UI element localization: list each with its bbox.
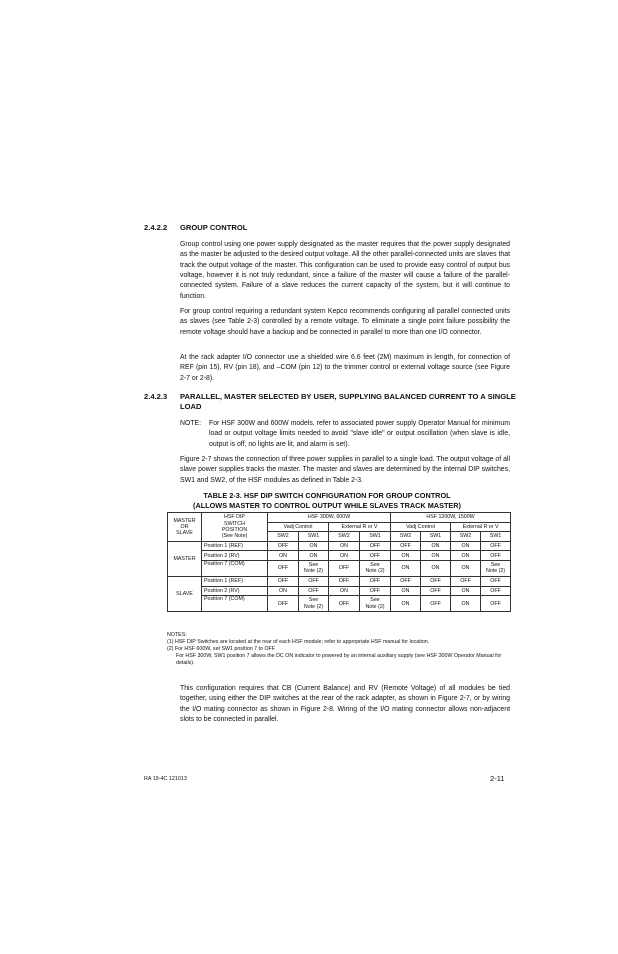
- header-group-1200-1500: HSF 1200W, 1500W: [391, 513, 511, 523]
- header-group-300-600: HSF 300W, 600W: [268, 513, 391, 523]
- table-header-row: [168, 513, 511, 523]
- table-cell: ON: [391, 586, 421, 596]
- table-cell: ON: [329, 541, 360, 551]
- position-cell: Position 2 (RV): [202, 586, 268, 596]
- table-cell: ON: [329, 586, 360, 596]
- section-title: GROUP CONTROL: [180, 223, 248, 232]
- table-cell: OFF: [421, 576, 451, 586]
- note-text: For HSF 300W and 600W models, refer to associated power supply Operator Manual for minimum load or output voltage limits needed to avoid "slave idle" or output oscillation (when slave is idle, output is off, no lights are lit, and alarm is set).: [209, 420, 510, 448]
- table-cell: OFF: [268, 596, 299, 612]
- table-cell: ON: [268, 586, 299, 596]
- table-cell: OFF: [421, 596, 451, 612]
- position-cell: Position 7 (COM): [202, 596, 268, 612]
- header-vadj-control: Vadj Control: [391, 522, 451, 532]
- header-sw: SW1: [299, 532, 329, 542]
- table-cell: OFF: [329, 596, 360, 612]
- role-cell-master: MASTER: [168, 541, 202, 576]
- page-number: 2-11: [490, 774, 505, 783]
- table-cell: ON: [451, 551, 481, 561]
- table-cell: OFF: [329, 560, 360, 576]
- table-cell-see-note: See Note (2): [360, 560, 391, 576]
- table-cell: OFF: [451, 576, 481, 586]
- table-cell-see-note: See Note (2): [360, 596, 391, 612]
- header-sw: SW2: [329, 532, 360, 542]
- table-cell: OFF: [299, 586, 329, 596]
- document-id: RA 19-4C 121013: [144, 776, 187, 782]
- table-row: [168, 551, 511, 561]
- table-title-line: TABLE 2-3. HSF DIP SWITCH CONFIGURATION FOR GROUP CONTROL: [203, 491, 451, 500]
- position-cell: Position 1 (REF): [202, 576, 268, 586]
- table-cell: OFF: [481, 586, 511, 596]
- dip-switch-table: [167, 512, 511, 612]
- table-cell: ON: [421, 560, 451, 576]
- table-row: [168, 576, 511, 586]
- table-cell-see-note: See Note (2): [299, 560, 329, 576]
- note-2-detail: For HSF 300W, SW1 position 7 allows the DC ON indicator to powered by an internal auxiliary supply (see HSF 300W Operator Manual for details).: [176, 653, 502, 666]
- table-cell: OFF: [360, 541, 391, 551]
- table-cell: OFF: [268, 560, 299, 576]
- table-cell-see-note: See Note (2): [299, 596, 329, 612]
- table-row: [168, 596, 511, 612]
- table-cell: ON: [451, 586, 481, 596]
- table-title: [144, 491, 510, 511]
- role-cell-slave: SLAVE: [168, 576, 202, 611]
- table-cell: ON: [421, 541, 451, 551]
- table-cell: ON: [451, 541, 481, 551]
- table-cell: OFF: [481, 551, 511, 561]
- header-sw: SW1: [481, 532, 511, 542]
- section-number: 2.4.2.3: [144, 392, 168, 401]
- header-external-r-or-v: External R or V: [451, 522, 511, 532]
- table-cell: OFF: [360, 586, 391, 596]
- note-label: NOTE:: [180, 420, 202, 427]
- paragraph: For group control requiring a redundant system Kepco recommends configuring all parallel connected units as slaves (see Table 2-3) controlled by a remote voltage. To eliminate a single point failure possibility the remote voltage should have a backup and be connected in parallel to more than one I/O connector.: [180, 308, 510, 336]
- table-cell: ON: [299, 541, 329, 551]
- table-row: [168, 560, 511, 576]
- section-number: 2.4.2.2: [144, 223, 168, 232]
- header-dip-switch-position: HSF DIP SWITCH POSITION (See Note): [202, 513, 268, 542]
- table-cell: OFF: [391, 541, 421, 551]
- note-2: (2) For HSF 600W, set SW1 position 7 to OFF: [167, 646, 276, 652]
- paragraph: Figure 2-7 shows the connection of three power supplies in parallel to a single load. The output voltage of all slave power supplies tracks the master. The master and slaves are determined by the internal DIP switches, SW1 and SW2, of the HSF modules as defined in Table 2-3.: [180, 456, 510, 484]
- position-cell: Position 7 (COM): [202, 560, 268, 576]
- header-sw: SW2: [391, 532, 421, 542]
- table-cell: ON: [299, 551, 329, 561]
- table-cell: ON: [391, 596, 421, 612]
- table-cell: OFF: [299, 576, 329, 586]
- table-cell: ON: [268, 551, 299, 561]
- position-cell: Position 2 (RV): [202, 551, 268, 561]
- header-vadj-control: Vadj Control: [268, 522, 329, 532]
- table-cell: OFF: [481, 541, 511, 551]
- paragraph: Group control using one power supply designated as the master requires that the power supply designated as the master be adjusted to the desired output voltage. All the other parallel-connected units are slaves that track the output voltage of the master. This configuration can be used to provide easy control of output bus voltage, however it is not truly redundant, since a failure of the master will cause a failure of the parallel-connected system. Failure of a slave reduces the current capacity of the system, but it will continue to function.: [180, 241, 510, 300]
- table-cell-see-note: See Note (2): [481, 560, 511, 576]
- table-cell: OFF: [481, 576, 511, 586]
- table-cell: ON: [391, 560, 421, 576]
- table-cell: OFF: [329, 576, 360, 586]
- table-cell: ON: [421, 551, 451, 561]
- table-cell: ON: [451, 560, 481, 576]
- table-cell: OFF: [268, 541, 299, 551]
- table-title-line: (ALLOWS MASTER TO CONTROL OUTPUT WHILE SLAVES TRACK MASTER): [193, 501, 461, 510]
- table-row: [168, 586, 511, 596]
- table-row: [168, 541, 511, 551]
- table-cell: ON: [391, 551, 421, 561]
- notes-heading: NOTES:: [167, 632, 187, 638]
- header-sw: SW2: [268, 532, 299, 542]
- table-cell: OFF: [268, 576, 299, 586]
- table-notes: [167, 632, 512, 667]
- paragraph: This configuration requires that CB (Current Balance) and RV (Remote Voltage) of all modules be tied together, using either the DIP switches at the rear of the rack adapter, as shown in Figure 2-7, or by wiring the I/O mating connector as shown in Figure 2-8. Wiring of the I/O mating connector allows non-adjacent slots to be connected in parallel.: [180, 685, 510, 724]
- table-cell: ON: [451, 596, 481, 612]
- section-title: PARALLEL, MASTER SELECTED BY USER, SUPPLYING BALANCED CURRENT TO A SINGLE LOAD: [180, 392, 516, 411]
- table-cell: OFF: [481, 596, 511, 612]
- position-cell: Position 1 (REF): [202, 541, 268, 551]
- header-sw: SW1: [360, 532, 391, 542]
- table-cell: OFF: [421, 586, 451, 596]
- paragraph: At the rack adapter I/O connector use a shielded wire 6.6 feet (2M) maximum in length, for connection of REF (pin 15), RV (pin 18), and –COM (pin 12) to the trimmer control or external voltage source (see Figure 2-7 or 2-8).: [180, 354, 510, 382]
- table-cell: ON: [329, 551, 360, 561]
- header-master-or-slave: MASTER OR SLAVE: [168, 513, 202, 542]
- table-cell: OFF: [391, 576, 421, 586]
- note-1: (1) HSF DIP Switches are located at the rear of each HSF module; refer to appropriate HSF manual for location.: [167, 639, 430, 645]
- table-cell: OFF: [360, 551, 391, 561]
- header-sw: SW2: [451, 532, 481, 542]
- header-sw: SW1: [421, 532, 451, 542]
- header-external-r-or-v: External R or V: [329, 522, 391, 532]
- table-cell: OFF: [360, 576, 391, 586]
